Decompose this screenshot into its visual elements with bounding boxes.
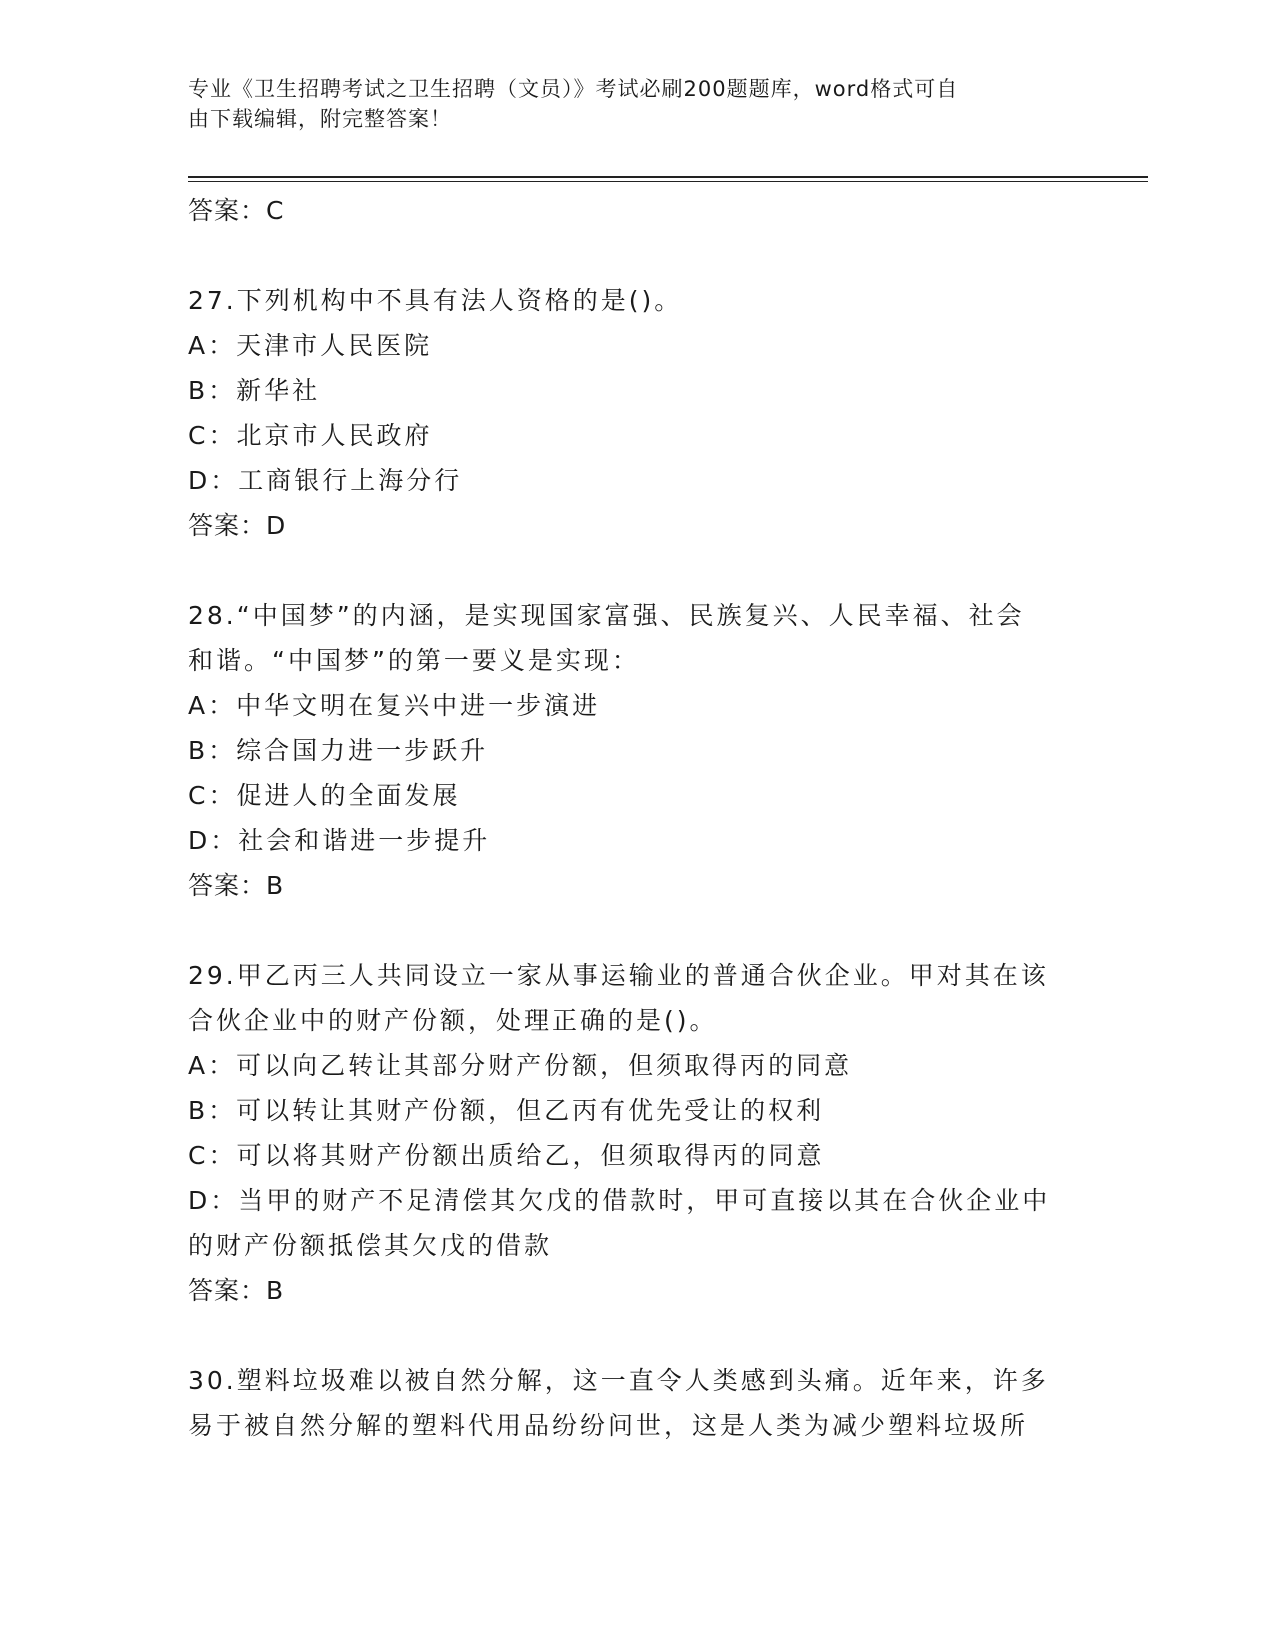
question-30 xyxy=(188,1358,1088,1448)
answer: 答案：B xyxy=(188,871,285,900)
option-a: A：天津市人民医院 xyxy=(188,331,433,360)
option-d-continued: 的财产份额抵偿其欠戊的借款 xyxy=(188,1231,553,1260)
header-divider-thin xyxy=(188,181,1148,182)
option-a: A：可以向乙转让其部分财产份额，但须取得丙的同意 xyxy=(188,1051,853,1080)
option-c: C：促进人的全面发展 xyxy=(188,781,461,810)
question-stem-line: 29.甲乙丙三人共同设立一家从事运输业的普通合伙企业。甲对其在该 xyxy=(188,961,1049,990)
question-27 xyxy=(188,278,1088,548)
option-d: D：当甲的财产不足清偿其欠戊的借款时，甲可直接以其在合伙企业中 xyxy=(188,1186,1051,1215)
previous-answer: 答案：C xyxy=(188,196,285,225)
spacer xyxy=(188,233,1088,278)
header-line-2: 由下载编辑，附完整答案！ xyxy=(188,107,452,131)
spacer xyxy=(188,908,1088,953)
question-29 xyxy=(188,953,1088,1313)
question-stem-line: 27.下列机构中不具有法人资格的是()。 xyxy=(188,286,683,315)
option-c: C：可以将其财产份额出质给乙，但须取得丙的同意 xyxy=(188,1141,825,1170)
option-b: B：综合国力进一步跃升 xyxy=(188,736,489,765)
question-28 xyxy=(188,593,1088,908)
question-content xyxy=(188,188,1088,1448)
question-stem-line: 易于被自然分解的塑料代用品纷纷问世，这是人类为减少塑料垃圾所 xyxy=(188,1411,1029,1440)
document-header xyxy=(188,74,1068,134)
option-d: D：社会和谐进一步提升 xyxy=(188,826,491,855)
header-line-1: 专业《卫生招聘考试之卫生招聘（文员）》考试必刷200题题库，word格式可自 xyxy=(188,77,959,101)
question-stem-line: 和谐。“中国梦”的第一要义是实现： xyxy=(188,646,640,675)
answer: 答案：D xyxy=(188,511,287,540)
header-divider-thick xyxy=(188,176,1148,178)
answer: 答案：B xyxy=(188,1276,285,1305)
option-d: D：工商银行上海分行 xyxy=(188,466,463,495)
question-stem-line: 合伙企业中的财产份额，处理正确的是()。 xyxy=(188,1006,718,1035)
question-stem-line: 28.“中国梦”的内涵，是实现国家富强、民族复兴、人民幸福、社会 xyxy=(188,601,1025,630)
option-b: B：新华社 xyxy=(188,376,321,405)
option-a: A：中华文明在复兴中进一步演进 xyxy=(188,691,601,720)
spacer xyxy=(188,1313,1088,1358)
question-stem-line: 30.塑料垃圾难以被自然分解，这一直令人类感到头痛。近年来，许多 xyxy=(188,1366,1049,1395)
spacer xyxy=(188,548,1088,593)
option-c: C：北京市人民政府 xyxy=(188,421,433,450)
option-b: B：可以转让其财产份额，但乙丙有优先受让的权利 xyxy=(188,1096,825,1125)
